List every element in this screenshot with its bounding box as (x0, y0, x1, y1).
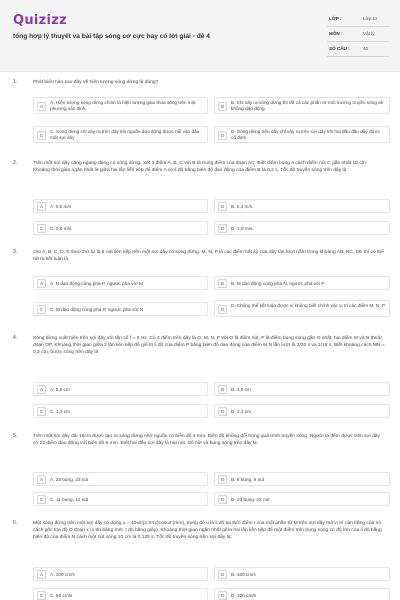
quizizz-logo: Quizizz (13, 13, 68, 28)
option-letter: B (218, 102, 227, 111)
option-letter: B (218, 202, 227, 211)
option-text: C. 11 bụng, 12 nút (50, 496, 89, 502)
option-text: C. Sóng dừng chỉ xảy ra trên dây khi nguồn dao động được nối vào đầu một sợi dây (50, 129, 200, 140)
option-text: B. M dao động cùng pha N, ngược pha với P (231, 280, 325, 286)
meta-subject-label: MÔN : (329, 31, 343, 36)
question-number: 1. (13, 79, 18, 85)
option-letter: A (37, 102, 46, 111)
question-stem: Phát biểu nào sau đây về hiện tượng sóng dừng là đúng? (33, 80, 159, 85)
option-text: B. 160 cm/s (231, 571, 256, 577)
option-text: C. 80 cm/s (50, 592, 73, 598)
option-letter: B (218, 385, 227, 394)
q4-option-c[interactable] (33, 404, 208, 418)
option-letter: C (37, 407, 46, 416)
option-text: A. 5,6 cm (50, 386, 70, 392)
q6-option-d[interactable] (214, 588, 390, 600)
option-letter: D (218, 591, 227, 600)
question-number: 5. (13, 433, 18, 439)
option-letter: A (37, 475, 46, 484)
option-letter: B (218, 475, 227, 484)
option-text: A. 100 cm/s (50, 571, 75, 577)
option-text: B. Khi xảy ra sóng dừng thì tất cả các phần tử môi trường truyền sóng sẽ không dao động. (231, 100, 384, 111)
option-text: A. 0,5 m/s (50, 203, 72, 209)
option-letter: A (37, 385, 46, 394)
q4-option-d[interactable] (214, 404, 390, 418)
option-letter: C (37, 305, 46, 314)
q3-option-d[interactable] (214, 300, 390, 317)
option-text: D. 23 bụng, 22 nút (231, 496, 270, 502)
q1-option-a[interactable] (33, 97, 208, 114)
q5-option-d[interactable] (214, 492, 390, 506)
worksheet-header (0, 0, 400, 72)
meta-subject (327, 28, 389, 42)
option-text: A. Hiện tượng sóng dừng chính là hiện tượng giao thoa sóng trên một phương xác định. (50, 100, 196, 111)
option-letter: B (218, 570, 227, 579)
q5-option-a[interactable] (33, 472, 208, 486)
q6-option-c[interactable] (33, 588, 208, 600)
question-number: 4. (13, 335, 18, 341)
q2-option-a[interactable] (33, 199, 208, 213)
option-text: B. 8 bụng, 9 nút (231, 476, 265, 482)
meta-class-value: Lớp 12 (363, 16, 378, 21)
q2-option-d[interactable] (214, 221, 390, 235)
q3-option-a[interactable] (33, 276, 208, 290)
q1-option-b[interactable] (214, 97, 390, 114)
option-letter: D (218, 407, 227, 416)
option-letter: C (37, 591, 46, 600)
option-text: B. 0,4 m/s (231, 203, 253, 209)
q5-option-c[interactable] (33, 492, 208, 506)
meta-count-value: 40 (363, 46, 369, 51)
option-text: C. M dao động cùng pha P, ngược pha với N (50, 306, 144, 312)
meta-count (327, 43, 389, 57)
q3-option-b[interactable] (214, 276, 390, 290)
question-number: 3. (13, 249, 18, 255)
option-letter: B (218, 279, 227, 288)
q2-option-b[interactable] (214, 199, 390, 213)
option-text: C. 1,2 cm (50, 408, 71, 414)
q5-option-b[interactable] (214, 472, 390, 486)
option-letter: A (37, 202, 46, 211)
option-text: D. 320 cm/s (231, 592, 257, 598)
option-text: D. Không thể kết luận được vì không biết chính xác vị trí các điểm M, N, P (231, 303, 385, 308)
option-letter: D (218, 131, 227, 140)
question-stem: Sóng dừng xuất hiện trên sợi dây với tần số f = 5 Hz. Có 4 điểm trên dây là O, M, N, P với O là điểm nút, P là điểm bụng sóng gần O nhất, hai điểm M và N thuộc đoạn OP. Khoảng thời gian giữa 2 lần liên tiếp để giá trị li độ của điểm P bằng biên độ dao động của điểm M,N lần lượt là 1/20 s và 1/15 s. Biết khoảng cách MN = 0,2 cm, bước sóng trên dây là (33, 336, 385, 356)
question-number: 6. (13, 520, 18, 526)
q2-option-c[interactable] (33, 221, 208, 235)
option-letter: C (37, 131, 46, 140)
q6-option-a[interactable] (33, 567, 208, 581)
question-stem: cho A, B, C, D, E theo thứ tự là 5 nút liên tiếp trên một sợi dây có sóng dừng. M, N, P là các điểm bất kỳ của dây lần lượt nằm trong khoảng AB, BC, DE thì có thể rút ra kết luận là (33, 250, 384, 263)
question-stem: Một sóng dừng trên một sợi dây có dạng u = 40sin(2,5πx)cosωt (mm), trong đó u là li độ tại thời điểm t của một phần tử M trên sợi dây mà vị trí cân bằng của nó cách gốc toạ độ O đoạn x (x đo bằng mét, t đo bằng giây). Khoảng thời gian ngắn nhất giữa hai lần liên tiếp để một điểm trên bụng sóng có độ lớn của li độ bằng biên độ của điểm N cách một nút sóng 10 cm là 0,125 s. Tốc độ truyền sóng trên sợi dây là: (33, 521, 382, 541)
worksheet-title: tổng hợp lý thuyết và bài tập sóng cơ cực hay có lời giải - đề 4 (13, 33, 210, 40)
option-letter: D (218, 305, 227, 314)
q4-option-b[interactable] (214, 382, 390, 396)
option-text: A. N dao động cùng pha P, ngược pha với M (50, 280, 143, 286)
option-text: D. 2,4 cm (231, 408, 252, 414)
meta-count-label: SỐ CÂU : (329, 46, 350, 51)
option-text: D. Sóng dừng trên dây chỉ xảy ra trên sợi dây khi hai đầu đầu dây được cố định. (231, 129, 381, 140)
option-text: A. 22 bụng, 23 nút (50, 476, 89, 482)
option-letter: A (37, 570, 46, 579)
q1-option-c[interactable] (33, 126, 208, 143)
meta-class (327, 13, 389, 27)
q1-option-d[interactable] (214, 126, 390, 143)
q6-option-b[interactable] (214, 567, 390, 581)
option-letter: C (37, 224, 46, 233)
option-letter: D (218, 224, 227, 233)
question-stem: Trên một sợi dây căng ngang đang có sóng dừng. Xét 3 điểm A, B, C với B là trung điểm của đoạn AC. Biết điểm bụng A cách điểm nút C gần nhất 10 cm. Khoảng thời gian ngắn nhất là giữa hai lần liên tiếp để điểm A có li độ bằng biên độ dao động của điểm B là 0,2 s. Tốc độ truyền sóng trên dây là: (33, 161, 368, 174)
option-letter: A (37, 279, 46, 288)
option-text: D. 1,0 m/s. (231, 225, 254, 231)
meta-class-label: LỚP : (329, 16, 342, 21)
question-stem: Trên một sợi dây dài 16cm được tạo ra sóng dừng nhờ nguồn có biên độ 4 mm. Biên độ không đổi trong quá trình truyền sóng. Người ta đếm được trên sợi dây có 22 điểm dao động với biên độ 6 mm. Biết hai đầu sợi dây là hai nút. Số nút và bụng sóng trên dây là: (33, 434, 380, 447)
option-letter: D (218, 495, 227, 504)
option-text: B. 4,8 cm (231, 386, 251, 392)
option-text: C. 0,6 m/s (50, 225, 72, 231)
q4-option-a[interactable] (33, 382, 208, 396)
question-number: 2. (13, 160, 18, 166)
q3-option-c[interactable] (33, 302, 208, 316)
meta-subject-value: Vật lý (363, 31, 375, 36)
option-letter: C (37, 495, 46, 504)
